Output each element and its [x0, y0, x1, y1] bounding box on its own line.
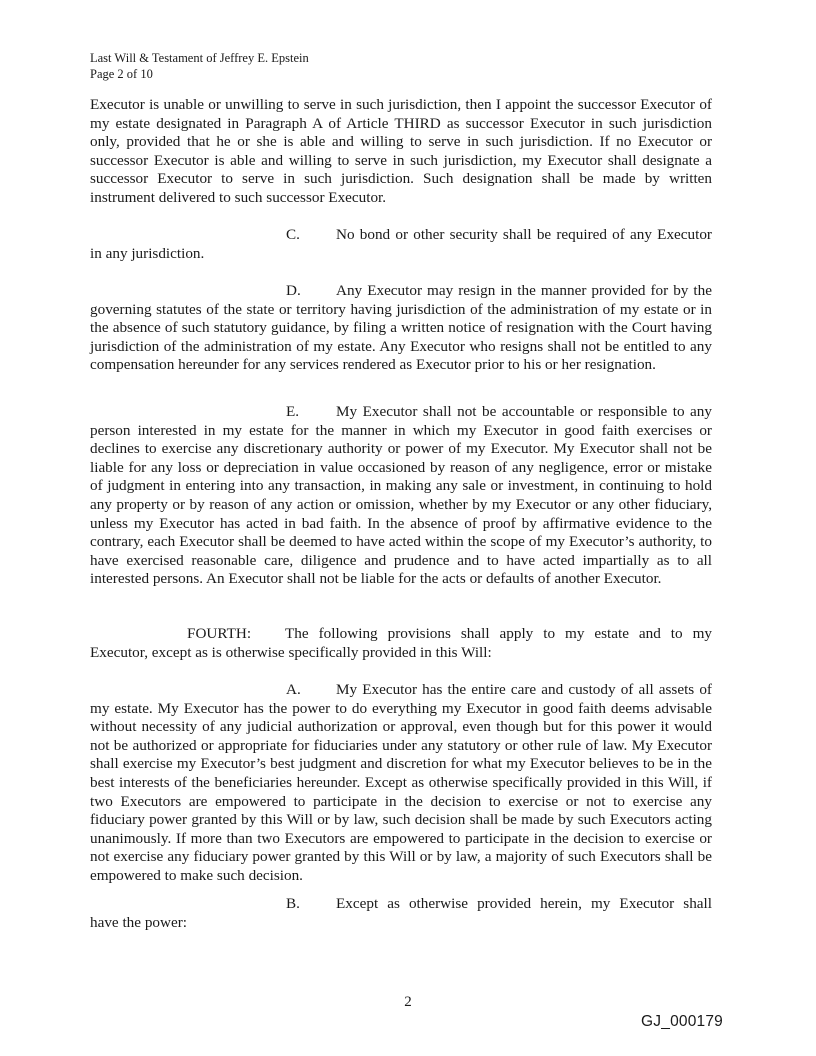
paragraph-c-rest: in any jurisdiction. [90, 244, 205, 262]
page-indicator: Page 2 of 10 [90, 67, 153, 81]
article-fourth-label: FOURTH: [187, 625, 252, 642]
paragraph-b-first-line [90, 895, 712, 914]
paragraph-d [90, 282, 712, 375]
paragraph-c-label: C. [286, 226, 300, 243]
paragraph-a-label: A. [286, 681, 301, 698]
paragraph-e-first: My Executor shall not be accountable or responsible to any [336, 403, 712, 420]
paragraph-a [90, 681, 712, 886]
document-title: Last Will & Testament of Jeffrey E. Epstein [90, 51, 309, 65]
paragraph-b-first: Except as otherwise provided herein, my Executor shall [336, 895, 712, 912]
article-fourth [90, 625, 712, 662]
paragraph-d-label: D. [286, 282, 301, 299]
paragraph-continuation [90, 96, 712, 208]
paragraph-d-first-line [90, 282, 712, 301]
paragraph-a-first-line [90, 681, 712, 700]
paragraph-a-first: My Executor has the entire care and custody of all assets of [336, 681, 712, 698]
paragraph-b [90, 895, 712, 932]
paragraph-text: Executor is unable or unwilling to serve in such jurisdiction, then I appoint the successor Executor of my estate designated in Paragraph A of Article THIRD as successor Executor in such jurisdiction only, provided that he or she is able and willing to serve in such jurisdiction. If no Executor or successor Executor is able and willing to serve in such jurisdiction, my Executor shall designate a successor Executor to serve in such jurisdiction. Such designation shall be made by written instrument delivered to such successor Executor. [90, 96, 712, 206]
paragraph-b-rest: have the power: [90, 913, 187, 931]
paragraph-e [90, 403, 712, 589]
bates-number: GJ_000179 [641, 1013, 723, 1030]
paragraph-e-label: E. [286, 403, 300, 420]
paragraph-d-rest: governing statutes of the state or territory having jurisdiction of the administration of my estate or in the absence of such statutory guidance, by filing a written notice of resignation with the Court having jurisdiction of the administration of my estate. Any Executor who resigns shall not be entitled to any compensation hereunder for any services rendered as Executor prior to his or her resignation. [90, 300, 712, 374]
paragraph-b-label: B. [286, 895, 300, 912]
paragraph-c-first-line [90, 226, 712, 245]
article-fourth-first-line [90, 625, 712, 644]
paragraph-c-first: No bond or other security shall be required of any Executor [336, 226, 712, 243]
article-fourth-rest: Executor, except as is otherwise specifically provided in this Will: [90, 643, 492, 661]
article-fourth-first: The following provisions shall apply to my estate and to my [285, 625, 712, 642]
document-header [90, 50, 309, 82]
page-number: 2 [404, 994, 412, 1010]
paragraph-a-rest: my estate. My Executor has the power to do everything my Executor in good faith deems advisable without necessity of any judicial authorization or approval, even though but for this power it would not be authorized or appropriate for fiduciaries under any statutory or other rule of law. My Executor shall exercise my Executor’s best judgment and discretion for what my Executor believes to be in the best interests of the beneficiaries hereunder. Except as otherwise specifically provided in this Will, if two Executors are empowered to participate in the decision to exercise or not to exercise any fiduciary power granted by this Will or by law, such decision shall be made by such Executors acting unanimously. If more than two Executors are empowered to participate in the decision to exercise or not exercise any fiduciary power granted by this Will or by law, a majority of such Executors shall be empowered to make such decision. [90, 699, 712, 884]
paragraph-e-rest: person interested in my estate for the manner in which my Executor in good faith exercises or declines to exercise any discretionary authority or power of my Executor. My Executor shall not be liable for any loss or depreciation in value occasioned by reason of any negligence, error or mistake of judgment in entering into any transaction, in making any sale or investment, in continuing to hold any property or by reason of any action or omission, whether by my Executor or any other fiduciary, unless my Executor has acted in bad faith. In the absence of proof by affirmative evidence to the contrary, each Executor shall be deemed to have acted within the scope of my Executor’s authority, to have exercised reasonable care, diligence and prudence and to have acted impartially as to all interested persons. An Executor shall not be liable for the acts or defaults of another Executor. [90, 421, 712, 588]
paragraph-d-first: Any Executor may resign in the manner provided for by the [336, 282, 712, 299]
paragraph-c [90, 226, 712, 263]
paragraph-e-first-line [90, 403, 712, 422]
